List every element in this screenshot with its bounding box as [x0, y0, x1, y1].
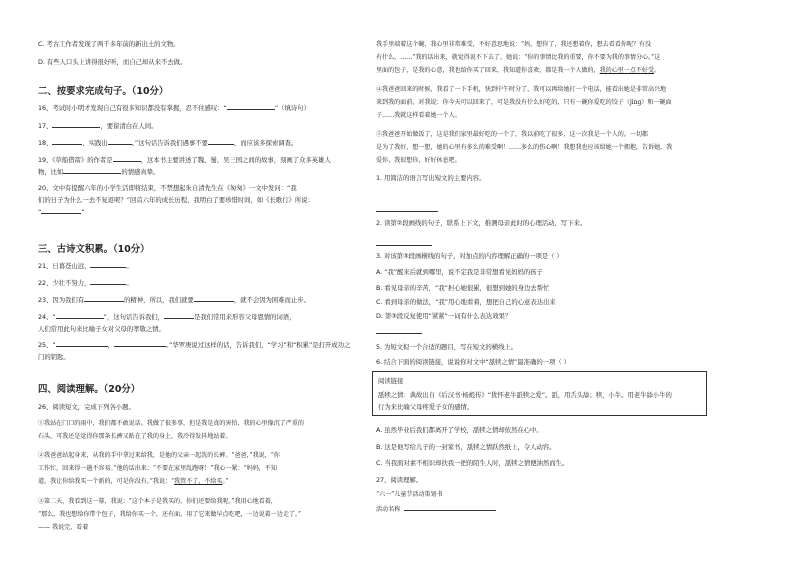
question-19-line2: 物，比如 的情感真挚。: [38, 168, 160, 176]
passage-para-5: ⑤我爸爸开始做饭了，这是我们家里最好吃的一个了，我以前吃了很多，这一次我是一个人的。一切都: [376, 131, 648, 138]
question-20-line2: 们的日子为什么一去不复返呢？”回首六年的成长历程，我明白了要珍惜时间，如《长歌行》所说：: [38, 196, 314, 204]
question-19: 19、《草船借箭》的作者是 ，这本书主要讲述了魏、蜀、吴三国之间的故事，刻画了众多英雄人: [38, 156, 331, 164]
question-3-option-c: C. 看到母亲的做法，“我”用心地看着，想把自己的心意表达出来: [376, 298, 556, 306]
reading-question-3: 3. 对该第③段画横线的句子，对加点的内容理解正确的一项是（ ）: [376, 252, 563, 260]
question-6-option-c: C. 当我面对素不相识却扶我一把的陌生人时，舐犊之情便油然而生。: [376, 459, 569, 467]
question-24-line2: 人们常用此句来比喻子女对父母的孝敬之情。: [38, 325, 165, 333]
activity-name-row: 活动名称: [376, 506, 496, 514]
passage-para-4-line2: 来到我的面前，对我说：你今天可以回来了，可是我没有什么好吃的，只有一碗你爱吃的饺子（jīng）和一碗面: [376, 99, 672, 106]
passage-para-3: ③第二天，我看到这一幕，我说：“这个本子是我买的，你们还要给我呢。”我用心地看着，: [38, 498, 277, 505]
passage-para-1: ①我站在门口的雨中，我们都不敢说话。我做了很多事，但是我是真的害怕，我的心里像沉了严重的: [38, 420, 304, 427]
option-d: D. 有些人口头上讲得很好听，而自己却从来不去做。: [38, 58, 187, 66]
passage-right-line3: 里面的包子，是我的心意，我也给你买了回来，我知道你喜欢，都是我一个人做的，我的心里一点不好受。: [376, 67, 661, 74]
answer-line-1[interactable]: [376, 206, 438, 214]
passage-para-2-line3: 道，我让你给我买一个新的，可是你没有。”我说：“我管不了，不给买。”: [38, 478, 229, 485]
question-24: 24、“ ”，这句话告诉我们， 是我们常用来形容父母恩情的词语，: [38, 313, 296, 321]
reading-link-line1: 舐犊之情：典故出自《后汉书·杨彪传》“犹怀老牛舐犊之爱”。舐，用舌头舔；犊，小牛。用老牛舔小牛的: [378, 391, 672, 399]
question-18: 18、 ，实践出 。”这句话告诉我们遇事不要 ，而应该多探索调查。: [38, 139, 298, 147]
passage-right-line2: 有什么，……”我的话出来，就觉得说不下去了，她说：“你的事情比我的重要，你不要为我的事情分心。”这: [376, 54, 661, 61]
question-6-option-b: B. 这是他写给儿子的一封家书，舐犊之情跃然纸上，令人动容。: [376, 443, 556, 451]
question-3-option-d: D. 第③段反复使用“紧紧”一词有什么表达效果？: [376, 312, 512, 320]
answer-line-2[interactable]: [376, 240, 432, 248]
option-c: C. 考古工作者发现了两千多年前的新出土的文物。: [38, 40, 180, 48]
passage-para-5-line3: 爱你，我很想你，好好休息吧。: [376, 157, 461, 164]
question-3-option-a: A. “我”醒来后就到哪里，说不定我是非常想看见妈妈的孩子: [376, 268, 543, 276]
passage-para-5-line2: 是为了我好，想一想，她的心里有多么的难受啊！……多么的伤心啊！我想我也应该给她一个拥抱，告诉她，我: [376, 144, 673, 151]
question-3-option-b: B. 看见母亲的辛苦，“我”担心她很累，很想到她的身边去帮忙: [376, 284, 550, 292]
underlined-sentence: 我管不了，不给买: [174, 478, 223, 485]
answer-line-3[interactable]: [376, 328, 422, 336]
question-16: 16、考试时小明才发现自己有很多知识都没有掌握，忍不住感叹：“ ”（填诗句）: [38, 104, 310, 112]
passage-para-2: ②我爸爸站起身来，从我的手中拿过来给我，是他的父亲一起洗的长裤。“爸爸，”我说，“你: [38, 452, 280, 459]
section-2-title: 二、按要求完成句子。（10分）: [38, 86, 169, 97]
reading-question-5: 5. 为短文拟一个合适的题目，写在短文的横线上。: [376, 343, 518, 351]
passage-right-line1: 我手里端着这个碗，我心里非常难受，不好意思地说：“妈，想你了，我还想着你，想去看看你呢？有没: [376, 41, 652, 48]
question-17: 17、 ，要留清白在人间。: [38, 122, 158, 130]
question-27-subtitle: “六一”儿童节活动策划书: [376, 491, 443, 498]
question-22: 22、少壮不努力， 。: [38, 279, 133, 287]
question-27: 27、阅读理解。: [376, 476, 423, 484]
reading-link-box: [372, 371, 707, 416]
passage-para-3-line3: —— 我说完，看着: [38, 524, 89, 531]
question-6-option-a: A. 虽然毕业后我们都离开了学校，舐犊之情却依然在心中。: [376, 426, 543, 434]
reading-question-1: 1. 用简洁的语言写出短文的主要内容。: [376, 174, 486, 182]
passage-para-3-line2: “那么，我也想给你带个包子，我给你买一个，还有面，用了它来做早点吃吧，一边说着一边走了。”: [38, 511, 301, 518]
section-3-title: 三、古诗文积累。（10分）: [38, 244, 150, 255]
passage-para-1-line2: 石头，可我还是觉得你那条长裤又贴在了我的身上，我冷得发抖地站着。: [38, 433, 232, 440]
question-20-line3: “ ”: [38, 208, 85, 216]
passage-para-4-line3: 子……我就这样看着她一个人。: [376, 112, 461, 119]
question-25: 25、“ ， 。”华罗庚说过这样的话，告诉我们，“学习”和“积累”是打开成功之: [38, 341, 351, 349]
reading-link-title: 阅读链接: [378, 377, 404, 385]
reading-question-6: 6. 结合下面的阅读链接，说说你对文中“舐犊之情”最准确的一项（ ）: [376, 358, 571, 366]
passage-para-2-line2: 工作忙，回来得一趟不容易。”他的话出来：“不要在家里乱跑呀！”我心一紧：“妈妈，不知: [38, 465, 277, 472]
question-20: 20、文中有提醒六年的小学生活即将结束，不禁想起朱自清先生在《匆匆》一文中发问：“我: [38, 184, 297, 192]
question-21: 21、日暮苍山远， 。: [38, 262, 133, 270]
section-4-title: 四、阅读理解。（20分）: [38, 384, 141, 395]
activity-name-field[interactable]: [404, 510, 496, 511]
question-23: 23、因为我们有 的精神，所以，我们就要 ，就不会因为困难而止步。: [38, 296, 310, 304]
question-26: 26、阅读短文，完成下列各小题。: [38, 403, 135, 411]
reading-question-2: 2. 读第②段画线的句子，联系上下文，推测母亲此时的心理活动，写下来。: [376, 219, 587, 227]
reading-link-line2: 行为来比喻父母疼爱子女的感情。: [378, 403, 474, 411]
underlined-sentence-right: 我的心里一点不好受: [599, 67, 655, 74]
passage-para-4: ④我爸爸回来的时候，我看了一下手机，快到中午时分了，我可以再给她打一个电话，能看出她是非常高兴地: [376, 86, 667, 93]
question-25-line2: 门的钥匙。: [38, 353, 70, 361]
